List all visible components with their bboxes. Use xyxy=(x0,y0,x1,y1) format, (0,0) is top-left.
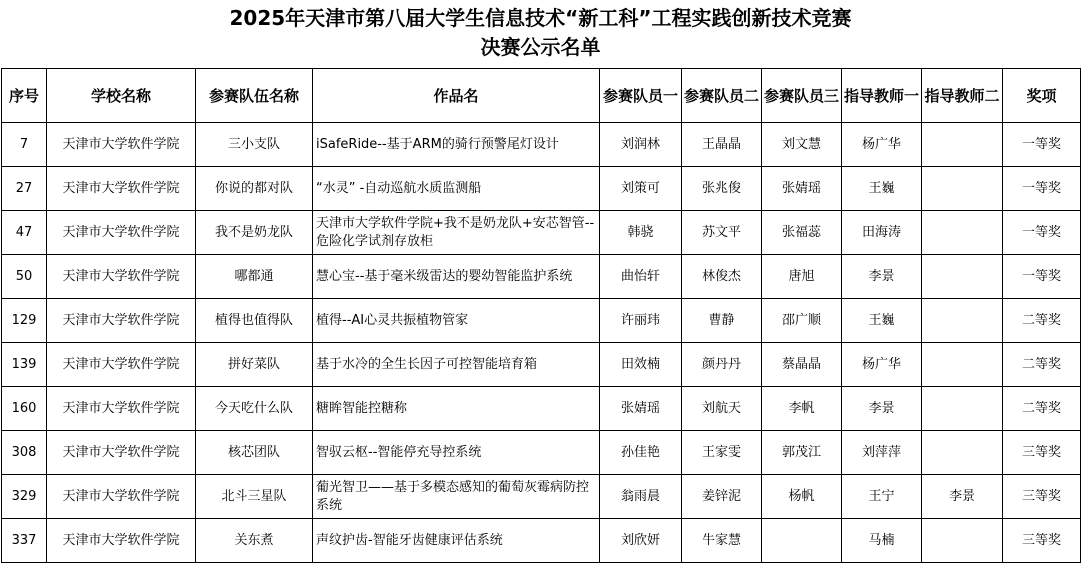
cell-school: 天津市大学软件学院 xyxy=(47,475,196,519)
cell-teacher2 xyxy=(922,255,1003,299)
cell-member2: 颜丹丹 xyxy=(682,343,762,387)
cell-team: 植得也值得队 xyxy=(196,299,313,343)
table-row xyxy=(2,519,1081,563)
cell-work: “水灵” -自动巡航水质监测船 xyxy=(313,167,600,211)
cell-no: 7 xyxy=(2,123,47,167)
results-table xyxy=(1,68,1081,563)
cell-no: 160 xyxy=(2,387,47,431)
cell-teacher2 xyxy=(922,123,1003,167)
cell-work: iSafeRide--基于ARM的骑行预警尾灯设计 xyxy=(313,123,600,167)
cell-member1: 刘策可 xyxy=(600,167,682,211)
cell-teacher1: 王巍 xyxy=(842,167,922,211)
cell-teacher1: 马楠 xyxy=(842,519,922,563)
cell-member3: 刘文慧 xyxy=(762,123,842,167)
cell-school: 天津市大学软件学院 xyxy=(47,167,196,211)
cell-member3: 蔡晶晶 xyxy=(762,343,842,387)
cell-member2: 曹静 xyxy=(682,299,762,343)
document-subtitle: 决赛公示名单 xyxy=(480,35,601,59)
header-no: 序号 xyxy=(2,69,47,123)
cell-school: 天津市大学软件学院 xyxy=(47,431,196,475)
cell-member1: 曲怡轩 xyxy=(600,255,682,299)
cell-team: 关东煮 xyxy=(196,519,313,563)
cell-no: 308 xyxy=(2,431,47,475)
cell-teacher1: 刘萍萍 xyxy=(842,431,922,475)
cell-teacher2 xyxy=(922,211,1003,255)
cell-award: 一等奖 xyxy=(1003,123,1081,167)
table-header-row xyxy=(2,69,1081,123)
cell-team: 拼好菜队 xyxy=(196,343,313,387)
cell-work: 慧心宝--基于毫米级雷达的婴幼智能监护系统 xyxy=(313,255,600,299)
cell-school: 天津市大学软件学院 xyxy=(47,255,196,299)
header-team: 参赛队伍名称 xyxy=(196,69,313,123)
header-member2: 参赛队员二 xyxy=(682,69,762,123)
header-teacher1: 指导教师一 xyxy=(842,69,922,123)
header-teacher2: 指导教师二 xyxy=(922,69,1003,123)
table-row xyxy=(2,343,1081,387)
cell-teacher2 xyxy=(922,519,1003,563)
cell-member2: 刘航天 xyxy=(682,387,762,431)
cell-no: 139 xyxy=(2,343,47,387)
cell-member2: 林俊杰 xyxy=(682,255,762,299)
cell-team: 核芯团队 xyxy=(196,431,313,475)
cell-member3: 李帆 xyxy=(762,387,842,431)
cell-no: 129 xyxy=(2,299,47,343)
cell-work: 葡光智卫——基于多模态感知的葡萄灰霉病防控系统 xyxy=(313,475,600,519)
header-work: 作品名 xyxy=(313,69,600,123)
table-row xyxy=(2,167,1081,211)
cell-member1: 孙佳艳 xyxy=(600,431,682,475)
table-row xyxy=(2,123,1081,167)
cell-member3: 杨帆 xyxy=(762,475,842,519)
cell-member1: 刘润林 xyxy=(600,123,682,167)
cell-member1: 刘欣妍 xyxy=(600,519,682,563)
cell-teacher1: 李景 xyxy=(842,387,922,431)
cell-team: 我不是奶龙队 xyxy=(196,211,313,255)
table-row xyxy=(2,387,1081,431)
cell-teacher1: 王宁 xyxy=(842,475,922,519)
table-row xyxy=(2,475,1081,519)
table-row xyxy=(2,299,1081,343)
cell-teacher1: 杨广华 xyxy=(842,123,922,167)
cell-member2: 牛家慧 xyxy=(682,519,762,563)
cell-award: 三等奖 xyxy=(1003,431,1081,475)
header-award: 奖项 xyxy=(1003,69,1081,123)
cell-teacher2 xyxy=(922,387,1003,431)
cell-teacher2 xyxy=(922,299,1003,343)
document-title: 2025年天津市第八届大学生信息技术“新工科”工程实践创新技术竞赛 xyxy=(229,6,852,30)
table-row xyxy=(2,255,1081,299)
cell-work: 糖眸智能控糖称 xyxy=(313,387,600,431)
cell-teacher1: 田海涛 xyxy=(842,211,922,255)
cell-award: 一等奖 xyxy=(1003,255,1081,299)
cell-member1: 翁雨晨 xyxy=(600,475,682,519)
cell-award: 三等奖 xyxy=(1003,475,1081,519)
cell-member2: 张兆俊 xyxy=(682,167,762,211)
cell-award: 二等奖 xyxy=(1003,343,1081,387)
cell-no: 50 xyxy=(2,255,47,299)
header-school: 学校名称 xyxy=(47,69,196,123)
cell-member2: 王晶晶 xyxy=(682,123,762,167)
cell-no: 337 xyxy=(2,519,47,563)
cell-no: 27 xyxy=(2,167,47,211)
cell-member3: 唐旭 xyxy=(762,255,842,299)
cell-award: 一等奖 xyxy=(1003,211,1081,255)
cell-team: 你说的都对队 xyxy=(196,167,313,211)
cell-member3 xyxy=(762,519,842,563)
cell-work: 声纹护齿-智能牙齿健康评估系统 xyxy=(313,519,600,563)
cell-teacher2: 李景 xyxy=(922,475,1003,519)
cell-school: 天津市大学软件学院 xyxy=(47,519,196,563)
cell-member1: 田效楠 xyxy=(600,343,682,387)
cell-member1: 张婧瑶 xyxy=(600,387,682,431)
cell-award: 二等奖 xyxy=(1003,387,1081,431)
cell-teacher1: 李景 xyxy=(842,255,922,299)
header-member1: 参赛队员一 xyxy=(600,69,682,123)
cell-no: 47 xyxy=(2,211,47,255)
table-row xyxy=(2,211,1081,255)
table-row xyxy=(2,431,1081,475)
cell-work: 植得--AI心灵共振植物管家 xyxy=(313,299,600,343)
cell-team: 三小支队 xyxy=(196,123,313,167)
cell-teacher1: 杨广华 xyxy=(842,343,922,387)
cell-award: 一等奖 xyxy=(1003,167,1081,211)
cell-member1: 韩骁 xyxy=(600,211,682,255)
cell-work: 天津市大学软件学院+我不是奶龙队+安芯智管--危险化学试剂存放柜 xyxy=(313,211,600,255)
cell-school: 天津市大学软件学院 xyxy=(47,123,196,167)
cell-member2: 苏文平 xyxy=(682,211,762,255)
cell-member1: 许丽玮 xyxy=(600,299,682,343)
cell-team: 北斗三星队 xyxy=(196,475,313,519)
cell-member2: 姜锌泥 xyxy=(682,475,762,519)
cell-school: 天津市大学软件学院 xyxy=(47,211,196,255)
cell-teacher2 xyxy=(922,431,1003,475)
cell-no: 329 xyxy=(2,475,47,519)
cell-member3: 郭茂江 xyxy=(762,431,842,475)
cell-work: 基于水冷的全生长因子可控智能培育箱 xyxy=(313,343,600,387)
cell-school: 天津市大学软件学院 xyxy=(47,387,196,431)
cell-team: 今天吃什么队 xyxy=(196,387,313,431)
cell-member3: 邵广顺 xyxy=(762,299,842,343)
cell-award: 二等奖 xyxy=(1003,299,1081,343)
cell-teacher2 xyxy=(922,343,1003,387)
cell-member3: 张福蕊 xyxy=(762,211,842,255)
cell-teacher2 xyxy=(922,167,1003,211)
cell-award: 三等奖 xyxy=(1003,519,1081,563)
cell-member3: 张婧瑶 xyxy=(762,167,842,211)
cell-team: 哪都通 xyxy=(196,255,313,299)
cell-work: 智驭云枢--智能停充导控系统 xyxy=(313,431,600,475)
cell-teacher1: 王巍 xyxy=(842,299,922,343)
cell-school: 天津市大学软件学院 xyxy=(47,343,196,387)
table-body xyxy=(2,123,1081,563)
cell-school: 天津市大学软件学院 xyxy=(47,299,196,343)
header-member3: 参赛队员三 xyxy=(762,69,842,123)
cell-member2: 王家雯 xyxy=(682,431,762,475)
